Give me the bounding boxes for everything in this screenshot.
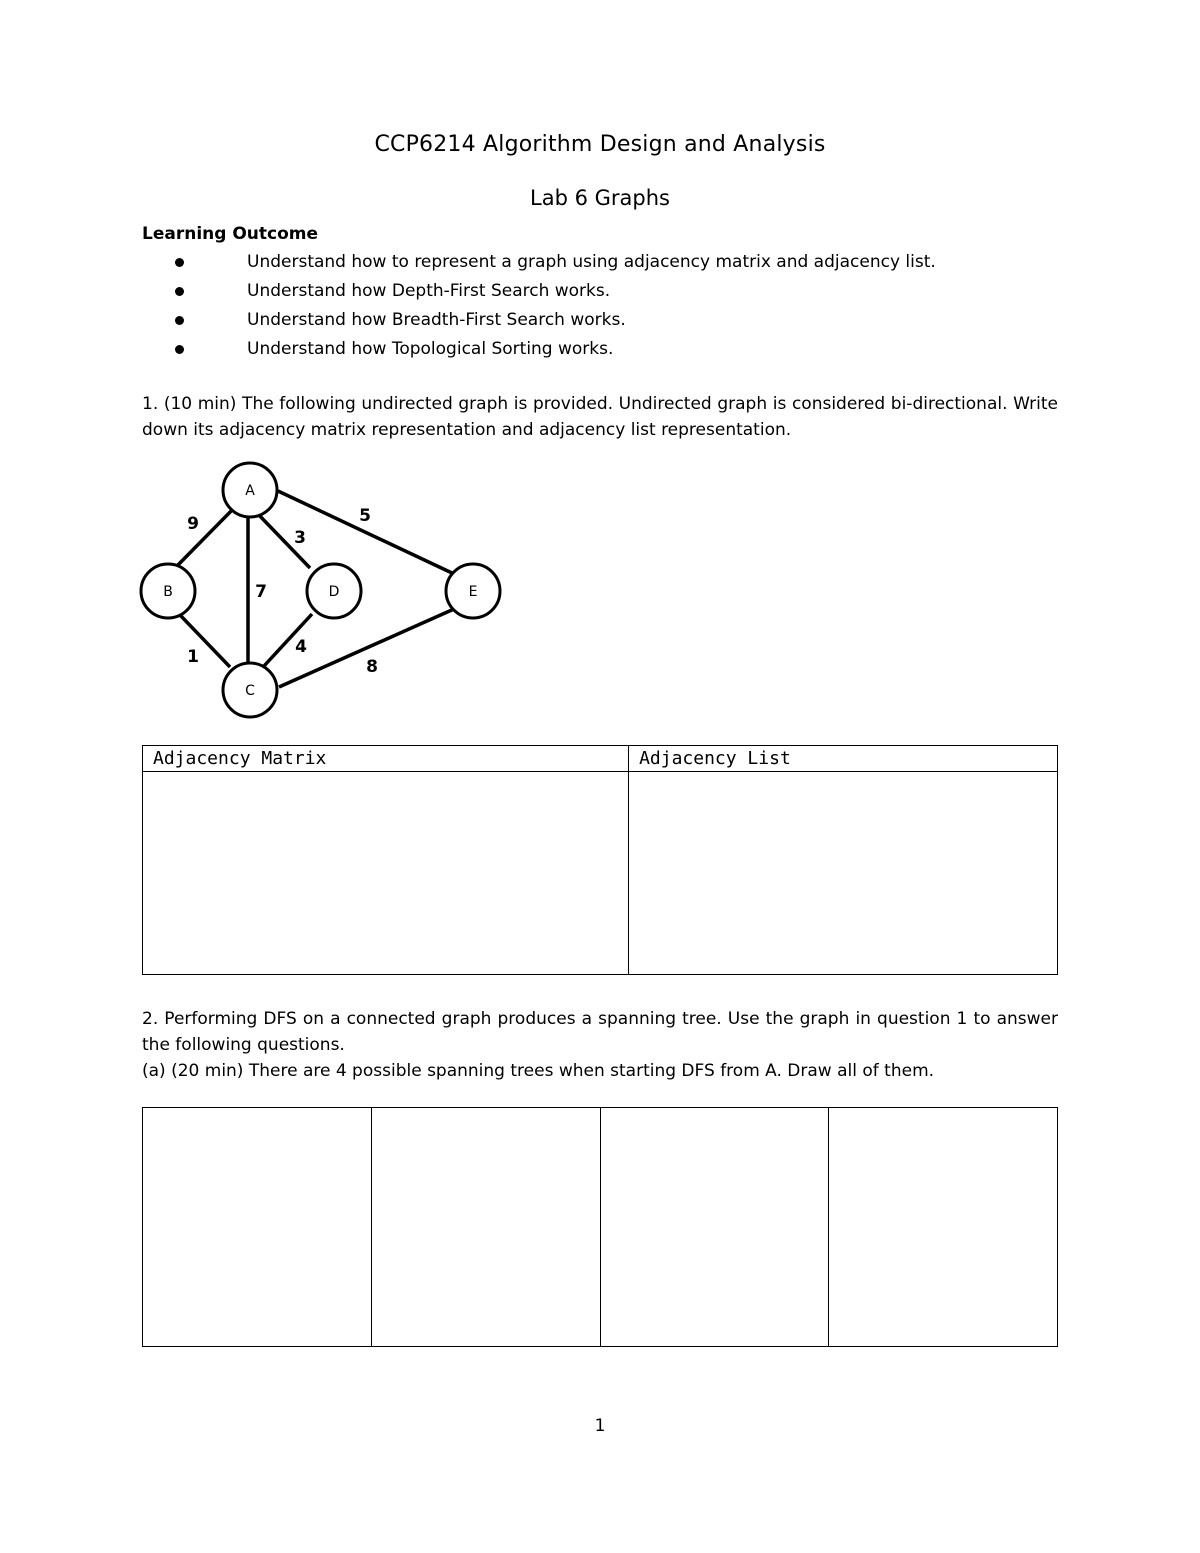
edge-weight-a-d: 3: [294, 528, 306, 548]
adjacency-matrix-header: Adjacency Matrix: [143, 746, 629, 772]
page-number: 1: [594, 1416, 606, 1436]
question-2a-text: (a) (20 min) There are 4 possible spanning trees when starting DFS from A. Draw all of them.: [142, 1061, 935, 1081]
course-title: CCP6214 Algorithm Design and Analysis: [374, 132, 826, 157]
node-label-a: A: [245, 483, 255, 499]
question-2-text: 2. Performing DFS on a connected graph produces a spanning tree. Use the graph in question 1 to answer the following questions.: [142, 1009, 1058, 1055]
spanning-tree-answer-table: [142, 1107, 1058, 1347]
edge-a-b: [176, 505, 237, 567]
node-label-e: E: [468, 584, 478, 600]
learning-outcome-heading: Learning Outcome: [142, 224, 319, 244]
bullet-icon: [175, 316, 184, 325]
bullet-icon: [175, 287, 184, 296]
edge-weight-b-c: 1: [187, 647, 199, 667]
spanning-tree-cell[interactable]: [371, 1108, 600, 1347]
edge-weight-a-c: 7: [255, 582, 267, 602]
node-label-d: D: [328, 584, 340, 600]
adjacency-answer-table: [142, 745, 1058, 975]
node-label-c: C: [245, 683, 255, 699]
spanning-tree-cell[interactable]: [829, 1108, 1058, 1347]
adjacency-list-answer-cell[interactable]: [629, 772, 1058, 975]
bullet-icon: [175, 345, 184, 354]
edge-weight-a-b: 9: [187, 514, 199, 534]
spanning-tree-cell[interactable]: [143, 1108, 372, 1347]
lab-title: Lab 6 Graphs: [530, 186, 670, 210]
adjacency-list-header: Adjacency List: [629, 746, 1058, 772]
spanning-tree-cell[interactable]: [600, 1108, 829, 1347]
bullet-icon: [175, 258, 184, 267]
edge-weight-a-e: 5: [359, 506, 371, 526]
edge-weight-d-c: 4: [295, 637, 307, 657]
question-1-text: 1. (10 min) The following undirected graph is provided. Undirected graph is considered bi-directional. Write down its adjacency matrix representation and adjacency list representation.: [142, 394, 1058, 440]
node-label-b: B: [163, 584, 173, 600]
adjacency-matrix-answer-cell[interactable]: [143, 772, 629, 975]
document-page: CCP6214 Algorithm Design and Analysis Lab 6 Graphs Learning Outcome Understand how to represent a graph using adjacency matrix and adjacency list. Understand how Depth-First Search works. Understand how Breadth-First Search works. Understand how Topological Sorting works. 1. (10 min) The following undirected graph is provided. Undirected graph is considered bi-directional. Write down its adjacency matrix representation and adjacency list representation. A B C D E 9 7 3 5 1 4 8 Adjacency Matrix Adjacency List 2. Performing DFS on a connected graph produces a spanning tree. Use the graph in question 1 to answer the following questions. (a) (20 min) There are 4 possible spanning trees when starting DFS from A. Draw all of them. 1: [0, 0, 1200, 1553]
weighted-graph-diagram: [130, 455, 520, 725]
edge-weight-c-e: 8: [366, 657, 378, 677]
